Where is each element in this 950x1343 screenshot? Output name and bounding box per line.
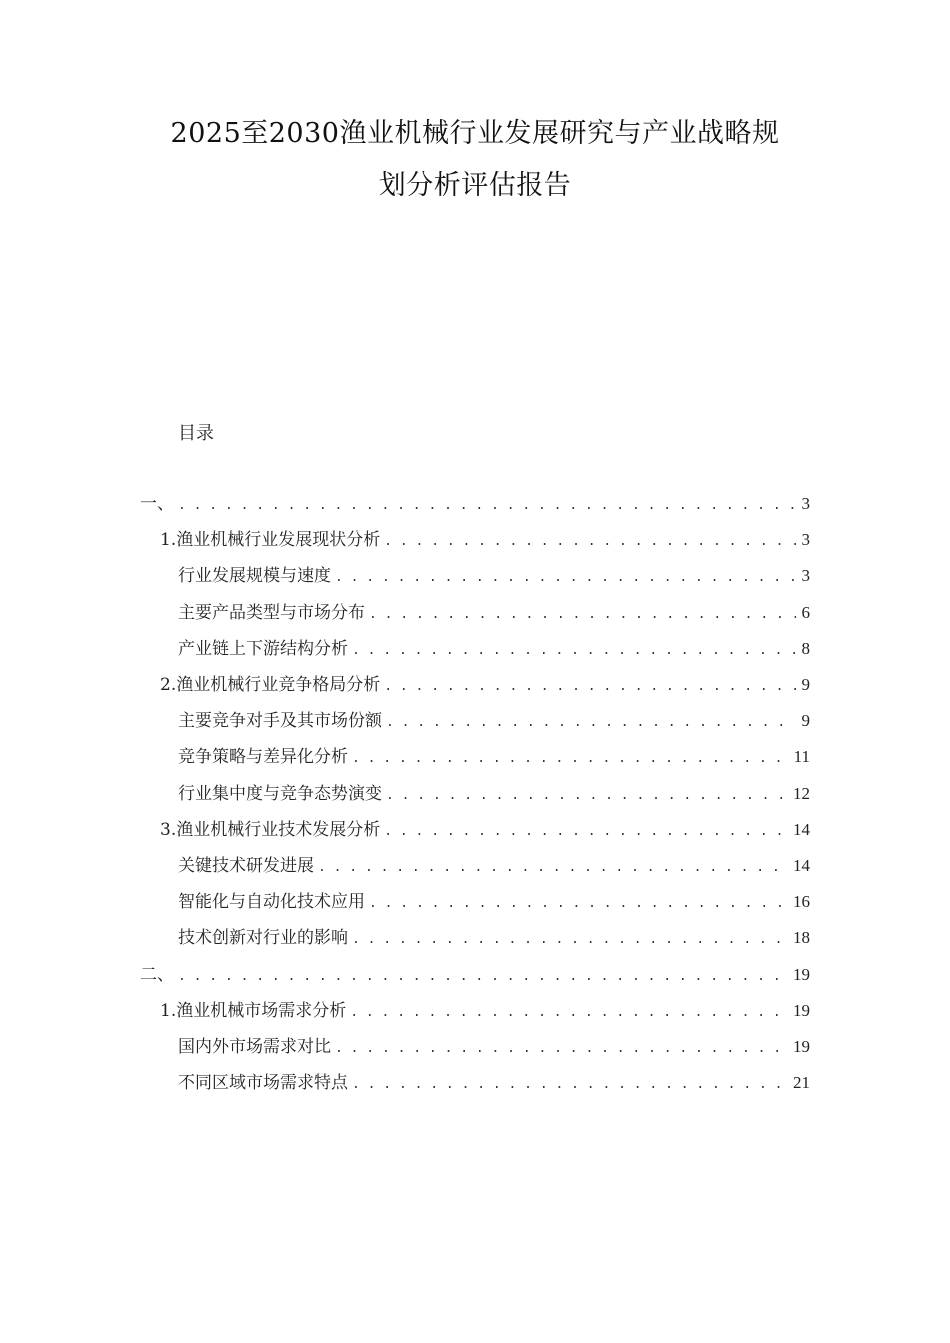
toc-entry-label: 竞争策略与差异化分析 xyxy=(178,747,348,768)
toc-entry[interactable] xyxy=(160,816,810,844)
toc-entry-label: 智能化与自动化技术应用 xyxy=(178,892,365,913)
toc-entry[interactable] xyxy=(178,562,810,590)
toc-dot-leader xyxy=(369,890,787,918)
toc-entry-page-number: 18 xyxy=(793,928,810,948)
toc-entry-label: 关键技术研发进展 xyxy=(178,856,314,876)
toc-entry-label: 一、 xyxy=(140,494,174,514)
toc-dot-leader xyxy=(335,1035,787,1063)
toc-dot-leader xyxy=(178,492,796,520)
toc-entry-label: 主要产品类型与市场分布 xyxy=(178,602,365,623)
toc-dot-leader xyxy=(386,709,796,737)
toc-entry-label: 国内外市场需求对比 xyxy=(178,1037,331,1057)
toc-dot-leader xyxy=(369,601,796,629)
toc-entry-page-number: 12 xyxy=(793,783,810,803)
toc-entry[interactable] xyxy=(160,526,810,554)
toc-entry-label: 渔业机械行业发展现状分析 xyxy=(176,530,381,551)
toc-dot-leader xyxy=(384,818,787,846)
toc-entry[interactable] xyxy=(178,924,810,952)
toc-entry-page-number: 14 xyxy=(793,856,810,875)
toc-entry-label: 产业链上下游结构分析 xyxy=(178,638,348,659)
toc-entry-number: 2. xyxy=(160,675,177,695)
toc-entry-page-number: 11 xyxy=(793,747,810,767)
toc-entry-label: 行业集中度与竞争态势演变 xyxy=(178,783,382,804)
toc-entry-label: 行业发展规模与速度 xyxy=(178,566,331,587)
document-title xyxy=(0,108,950,212)
title-line-2: 划分析评估报告 xyxy=(378,170,572,201)
toc-entry[interactable] xyxy=(178,1069,810,1097)
toc-entry-number: 1. xyxy=(160,530,177,551)
toc-entry-page-number: 19 xyxy=(793,1037,810,1056)
toc-entry-page-number: 21 xyxy=(793,1073,810,1093)
toc-dot-leader xyxy=(352,637,796,665)
toc-entry-page-number: 9 xyxy=(801,675,810,694)
toc-heading: 目录 xyxy=(178,423,214,444)
toc-entry[interactable] xyxy=(140,961,810,989)
toc-entry[interactable] xyxy=(178,707,810,735)
toc-dot-leader xyxy=(350,999,787,1027)
toc-dot-leader xyxy=(384,673,795,701)
toc-entry[interactable] xyxy=(178,1033,810,1061)
toc-entry[interactable] xyxy=(178,852,810,880)
toc-entry-label: 技术创新对行业的影响 xyxy=(178,928,348,949)
toc-dot-leader xyxy=(335,564,796,592)
toc-entry-page-number: 14 xyxy=(793,819,810,839)
toc-entry-page-number: 8 xyxy=(801,638,810,658)
toc-dot-leader xyxy=(386,782,787,810)
toc-entry[interactable] xyxy=(178,599,810,627)
toc-entry-number: 1. xyxy=(160,1000,177,1021)
toc-entry-label: 二、 xyxy=(140,964,174,985)
toc-entry[interactable] xyxy=(178,780,810,808)
toc-entry[interactable] xyxy=(178,635,810,663)
toc-entry-label: 主要竞争对手及其市场份额 xyxy=(178,711,382,732)
toc-entry-label: 渔业机械行业技术发展分析 xyxy=(176,819,381,840)
toc-entry-page-number: 3 xyxy=(801,566,810,586)
toc-entry[interactable] xyxy=(140,490,810,518)
toc-dot-leader xyxy=(178,963,787,991)
toc-entry-page-number: 6 xyxy=(801,602,810,622)
toc-entry-number: 3. xyxy=(160,819,177,840)
toc-entry-page-number: 19 xyxy=(793,964,810,984)
toc-entry-label: 不同区域市场需求特点 xyxy=(178,1073,348,1094)
toc-entry-page-number: 16 xyxy=(793,892,810,912)
toc-dot-leader xyxy=(352,745,788,773)
toc-entry-label: 渔业机械市场需求分析 xyxy=(176,1000,347,1021)
toc-entry[interactable] xyxy=(160,671,810,699)
toc-dot-leader xyxy=(318,854,787,882)
toc-entry[interactable] xyxy=(178,743,810,771)
toc-entry-page-number: 9 xyxy=(801,711,810,731)
title-line-1: 2025至2030渔业机械行业发展研究与产业战略规 xyxy=(170,118,780,149)
toc-entry-page-number: 19 xyxy=(793,1000,810,1020)
toc-entry[interactable] xyxy=(160,997,810,1025)
toc-entry-label: 渔业机械行业竞争格局分析 xyxy=(176,675,381,695)
toc-entry-page-number: 3 xyxy=(801,494,810,513)
toc-dot-leader xyxy=(352,1071,787,1099)
toc-entry[interactable] xyxy=(178,888,810,916)
toc-dot-leader xyxy=(352,926,787,954)
toc-dot-leader xyxy=(384,528,795,556)
toc-entry-page-number: 3 xyxy=(801,530,810,550)
